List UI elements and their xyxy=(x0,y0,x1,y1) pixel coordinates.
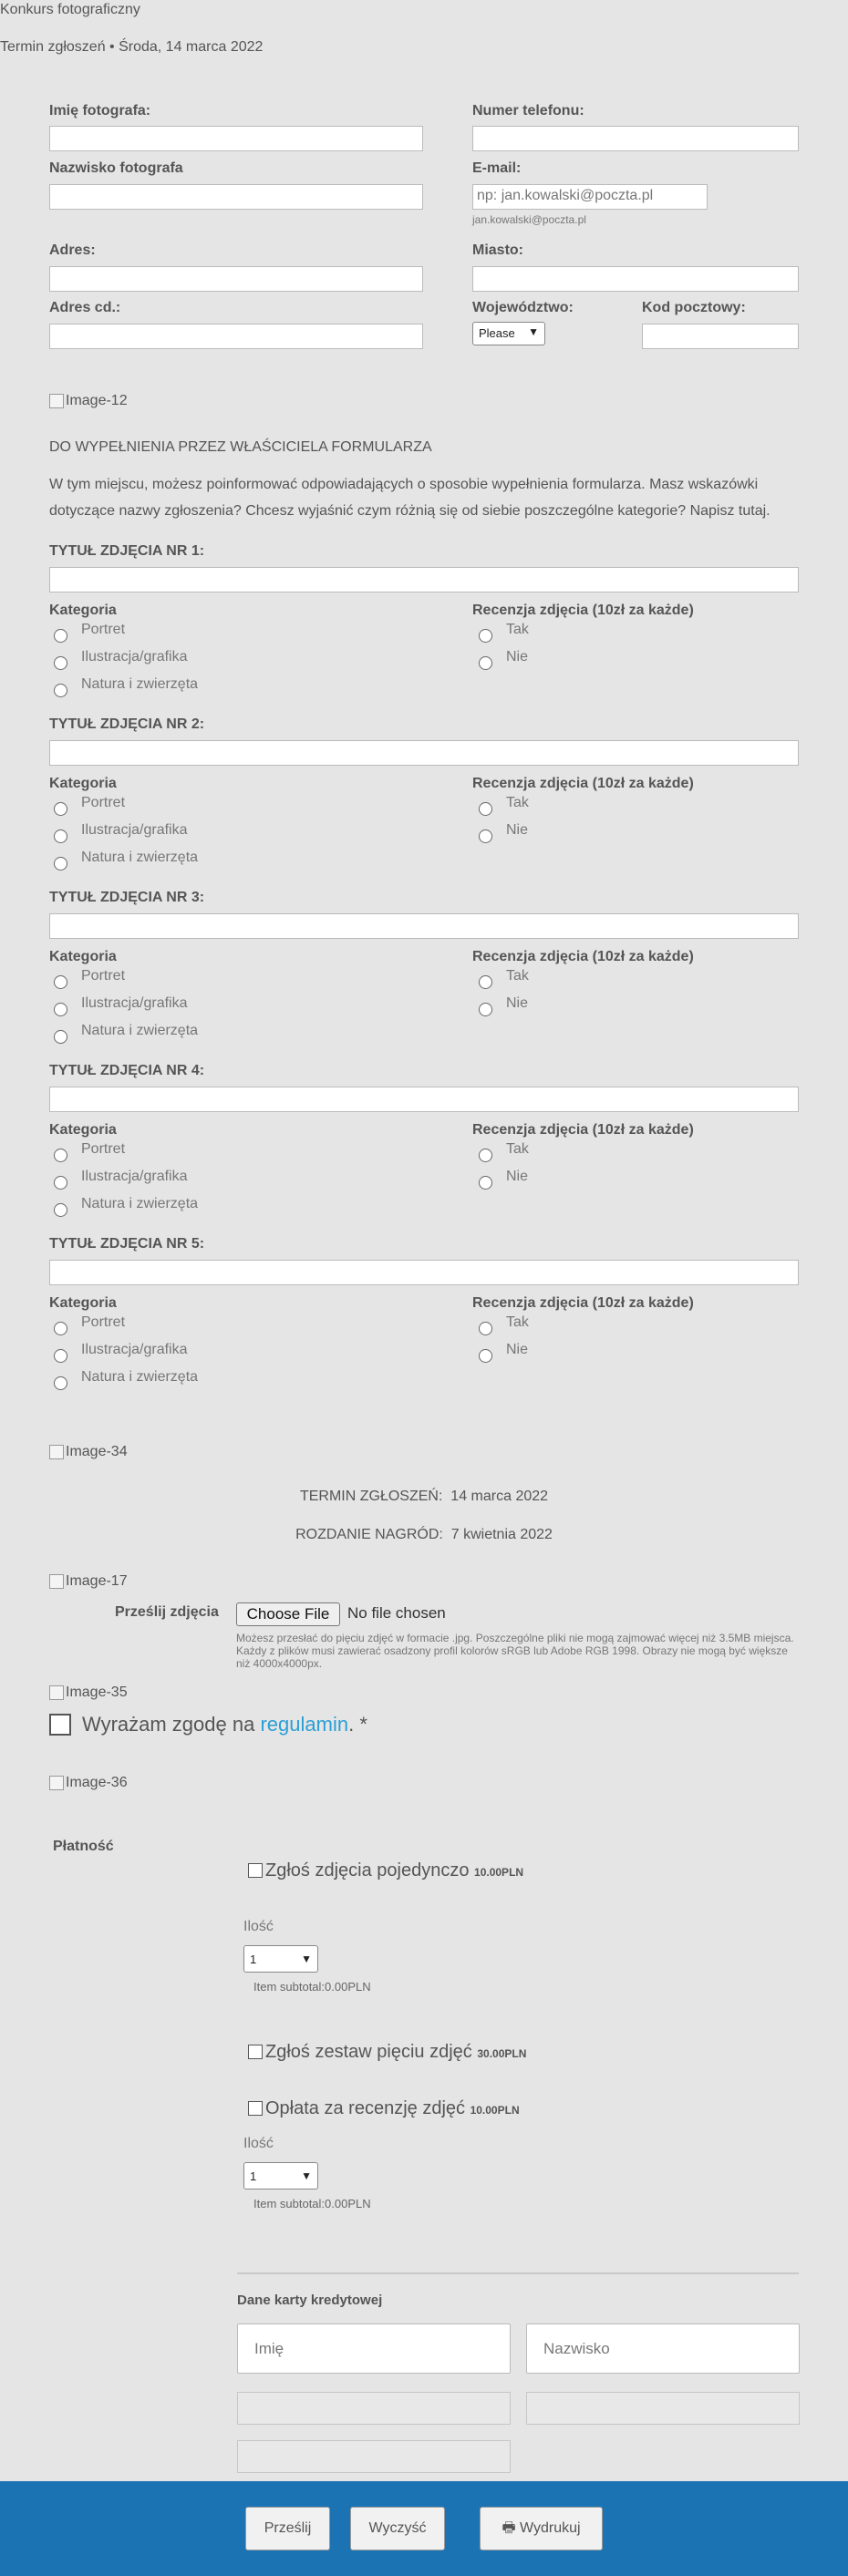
photo-2-category-option-2: Ilustracja/grafika xyxy=(81,822,188,838)
photo-3-category-radio-1[interactable] xyxy=(54,975,67,989)
photo-2-review-radio-1[interactable] xyxy=(479,802,492,816)
photo-4-review-radio-2[interactable] xyxy=(479,1176,492,1190)
photo-5-review-radio-2[interactable] xyxy=(479,1349,492,1363)
photo-4-review-option-2: Nie xyxy=(506,1169,529,1184)
photo-5-category-option-3: Natura i zwierzęta xyxy=(81,1369,199,1385)
photo-1-category-option-1: Portret xyxy=(81,622,126,637)
chevron-down-icon: ▼ xyxy=(301,1953,312,1965)
photo-1-title-label: TYTUŁ ZDJĘCIA NR 1: xyxy=(49,543,205,559)
photo-2-review-label: Recenzja zdjęcia (10zł za każde) xyxy=(472,776,694,791)
photo-1-title-input[interactable] xyxy=(49,567,799,592)
upload-label: Prześlij zdjęcia xyxy=(115,1604,219,1620)
broken-image-icon xyxy=(49,1445,64,1459)
product-review: Opłata za recenzję zdjęć 10.00PLN xyxy=(265,2098,520,2118)
photo-5-title-input[interactable] xyxy=(49,1260,799,1285)
image-12: Image-12 xyxy=(49,393,128,409)
owner-note-heading: DO WYPEŁNIENIA PRZEZ WŁAŚCICIELA FORMULARZA xyxy=(49,439,432,455)
photo-3-review-radio-2[interactable] xyxy=(479,1003,492,1016)
submit-button[interactable]: Prześlij xyxy=(245,2507,330,2550)
card-heading: Dane karty kredytowej xyxy=(237,2293,383,2308)
deadline-label: TERMIN ZGŁOSZEŃ: xyxy=(299,1489,443,1504)
email-input[interactable]: np: jan.kowalski@poczta.pl xyxy=(472,184,708,210)
photo-1-review-radio-2[interactable] xyxy=(479,656,492,670)
phone-label: Numer telefonu: xyxy=(472,103,584,118)
deadline-row xyxy=(0,1489,848,1505)
broken-image-icon xyxy=(49,1776,64,1790)
qty-label-1: Ilość xyxy=(243,1919,274,1934)
regulamin-link[interactable]: regulamin xyxy=(260,1713,349,1736)
email-hint: jan.kowalski@poczta.pl xyxy=(472,213,586,226)
address2-label: Adres cd.: xyxy=(49,300,121,315)
clear-button[interactable]: Wyczyść xyxy=(350,2507,445,2550)
voivodeship-value: Please xyxy=(479,326,515,340)
owner-note-body: W tym miejscu, możesz poinformować odpowiadających o sposobie wypełnienia formularza. Masz wskazówki dotyczące nazwy zgłoszenia? Chcesz wyjaśnić czym różnią się od siebie poszczególne kategorie? Napisz tutaj. xyxy=(49,477,770,519)
photo-2-category-radio-1[interactable] xyxy=(54,802,67,816)
form-subtitle: Termin zgłoszeń • Środa, 14 marca 2022 xyxy=(0,39,264,55)
city-input[interactable] xyxy=(472,266,799,292)
photo-4-category-radio-1[interactable] xyxy=(54,1149,67,1162)
card-cvc-input[interactable] xyxy=(237,2440,511,2473)
photo-5-category-option-1: Portret xyxy=(81,1314,126,1330)
last-name-input[interactable] xyxy=(49,184,423,210)
voivodeship-label: Województwo: xyxy=(472,300,574,315)
broken-image-icon xyxy=(49,1574,64,1589)
product-single: Zgłoś zdjęcia pojedynczo 10.00PLN xyxy=(265,1860,524,1880)
photo-3-review-option-1: Tak xyxy=(506,968,529,984)
photo-2-category-radio-3[interactable] xyxy=(54,857,67,871)
photo-5-category-radio-2[interactable] xyxy=(54,1349,67,1363)
upload-hint: Możesz przesłać do pięciu zdjęć w formacie .jpg. Poszczególne pliki nie mogą zajmować więcej niż 3.5MB miejsca. Każdy z plików musi zawierać osadzony profil kolorów sRGB lub Adobe RGB 1998. Obrazy nie mogą być większe niż 4000x4000px. xyxy=(236,1632,794,1670)
image-35: Image-35 xyxy=(49,1685,128,1701)
photo-2-title-input[interactable] xyxy=(49,740,799,766)
photo-2-category-label: Kategoria xyxy=(49,776,117,791)
awards-value: 7 kwietnia 2022 xyxy=(450,1527,553,1542)
divider xyxy=(237,2272,799,2274)
required-mark: * xyxy=(359,1713,367,1736)
broken-image-icon xyxy=(49,1685,64,1700)
phone-input[interactable] xyxy=(472,126,799,151)
photo-1-category-radio-1[interactable] xyxy=(54,629,67,643)
photo-4-category-option-3: Natura i zwierzęta xyxy=(81,1196,199,1211)
photo-3-title-label: TYTUŁ ZDJĘCIA NR 3: xyxy=(49,890,205,905)
photo-3-category-radio-3[interactable] xyxy=(54,1030,67,1044)
photo-4-review-radio-1[interactable] xyxy=(479,1149,492,1162)
card-first-name-input[interactable]: Imię xyxy=(237,2324,511,2374)
email-label: E-mail: xyxy=(472,160,522,176)
qty-select-2[interactable]: 1 ▼ xyxy=(243,2162,318,2190)
photo-2-review-option-2: Nie xyxy=(506,822,529,838)
subtotal-1: Item subtotal:0.00PLN xyxy=(253,1980,371,1994)
broken-image-icon xyxy=(49,394,64,408)
printer-icon: 🖶 xyxy=(502,2520,516,2536)
photo-4-category-radio-3[interactable] xyxy=(54,1203,67,1217)
photo-5-review-option-1: Tak xyxy=(506,1314,529,1330)
card-number-input[interactable] xyxy=(237,2392,511,2425)
photo-2-review-option-1: Tak xyxy=(506,795,529,810)
first-name-input[interactable] xyxy=(49,126,423,151)
photo-4-category-option-1: Portret xyxy=(81,1141,126,1157)
photo-3-review-label: Recenzja zdjęcia (10zł za każde) xyxy=(472,949,694,964)
photo-5-review-option-2: Nie xyxy=(506,1342,529,1357)
photo-2-category-radio-2[interactable] xyxy=(54,829,67,843)
photo-4-category-option-2: Ilustracja/grafika xyxy=(81,1169,188,1184)
form-title: Konkurs fotograficzny xyxy=(0,2,140,17)
photo-3-title-input[interactable] xyxy=(49,913,799,939)
qty-label-2: Ilość xyxy=(243,2136,274,2151)
photo-3-category-option-3: Natura i zwierzęta xyxy=(81,1023,199,1038)
image-36: Image-36 xyxy=(49,1775,128,1791)
photo-4-title-label: TYTUŁ ZDJĘCIA NR 4: xyxy=(49,1063,205,1078)
photo-1-category-label: Kategoria xyxy=(49,603,117,618)
photo-4-title-input[interactable] xyxy=(49,1087,799,1112)
photo-5-category-label: Kategoria xyxy=(49,1295,117,1311)
photo-1-review-label: Recenzja zdjęcia (10zł za każde) xyxy=(472,603,694,618)
product-review-checkbox[interactable] xyxy=(248,2101,263,2116)
chevron-down-icon: ▼ xyxy=(301,2169,312,2182)
address-label: Adres: xyxy=(49,242,96,258)
photo-1-category-option-2: Ilustracja/grafika xyxy=(81,649,188,665)
choose-file-button[interactable]: Choose File xyxy=(236,1602,340,1626)
address2-input[interactable] xyxy=(49,324,423,349)
photo-3-category-radio-2[interactable] xyxy=(54,1003,67,1016)
photo-3-category-option-2: Ilustracja/grafika xyxy=(81,995,188,1011)
photo-4-review-label: Recenzja zdjęcia (10zł za każde) xyxy=(472,1122,694,1138)
card-expiry-input[interactable] xyxy=(526,2392,800,2425)
photo-1-review-radio-1[interactable] xyxy=(479,629,492,643)
card-last-name-input[interactable]: Nazwisko xyxy=(526,2324,800,2374)
photo-1-category-option-3: Natura i zwierzęta xyxy=(81,676,199,692)
photo-5-review-label: Recenzja zdjęcia (10zł za każde) xyxy=(472,1295,694,1311)
file-status: No file chosen xyxy=(347,1604,446,1622)
photo-1-category-radio-2[interactable] xyxy=(54,656,67,670)
image-17: Image-17 xyxy=(49,1573,128,1590)
photo-2-category-option-1: Portret xyxy=(81,795,126,810)
photo-3-review-radio-1[interactable] xyxy=(479,975,492,989)
consent-text: Wyrażam zgodę na regulamin. * xyxy=(82,1713,367,1736)
awards-label: ROZDANIE NAGRÓD: xyxy=(295,1527,443,1542)
photo-2-review-radio-2[interactable] xyxy=(479,829,492,843)
postal-input[interactable] xyxy=(642,324,799,349)
subtotal-2: Item subtotal:0.00PLN xyxy=(253,2197,371,2210)
photo-4-category-radio-2[interactable] xyxy=(54,1176,67,1190)
photo-5-category-radio-1[interactable] xyxy=(54,1322,67,1335)
product-single-checkbox[interactable] xyxy=(248,1863,263,1878)
chevron-down-icon: ▼ xyxy=(528,325,539,338)
photo-4-category-label: Kategoria xyxy=(49,1122,117,1138)
qty-select-1[interactable]: 1 ▼ xyxy=(243,1945,318,1973)
photo-5-review-radio-1[interactable] xyxy=(479,1322,492,1335)
photo-1-review-option-1: Tak xyxy=(506,622,529,637)
postal-label: Kod pocztowy: xyxy=(642,300,746,315)
first-name-label: Imię fotografa: xyxy=(49,103,151,118)
voivodeship-select[interactable] xyxy=(472,322,545,345)
product-set: Zgłoś zestaw pięciu zdjęć 30.00PLN xyxy=(265,2042,527,2062)
product-set-checkbox[interactable] xyxy=(248,2045,263,2059)
deadline-value: 14 marca 2022 xyxy=(450,1489,549,1504)
photo-3-review-option-2: Nie xyxy=(506,995,529,1011)
photo-3-category-option-1: Portret xyxy=(81,968,126,984)
photo-1-review-option-2: Nie xyxy=(506,649,529,665)
photo-4-review-option-1: Tak xyxy=(506,1141,529,1157)
consent-checkbox[interactable] xyxy=(49,1714,71,1736)
last-name-label: Nazwisko fotografa xyxy=(49,160,183,176)
city-label: Miasto: xyxy=(472,242,523,258)
photo-2-category-option-3: Natura i zwierzęta xyxy=(81,850,199,865)
awards-row xyxy=(0,1527,848,1543)
photo-3-category-label: Kategoria xyxy=(49,949,117,964)
photo-2-title-label: TYTUŁ ZDJĘCIA NR 2: xyxy=(49,716,205,732)
address-input[interactable] xyxy=(49,266,423,292)
image-34: Image-34 xyxy=(49,1444,128,1460)
photo-1-category-radio-3[interactable] xyxy=(54,684,67,697)
print-button[interactable]: 🖶 Wydrukuj xyxy=(480,2507,603,2550)
photo-5-category-option-2: Ilustracja/grafika xyxy=(81,1342,188,1357)
photo-5-category-radio-3[interactable] xyxy=(54,1376,67,1390)
photo-5-title-label: TYTUŁ ZDJĘCIA NR 5: xyxy=(49,1236,205,1252)
payment-label: Płatność xyxy=(53,1839,114,1854)
